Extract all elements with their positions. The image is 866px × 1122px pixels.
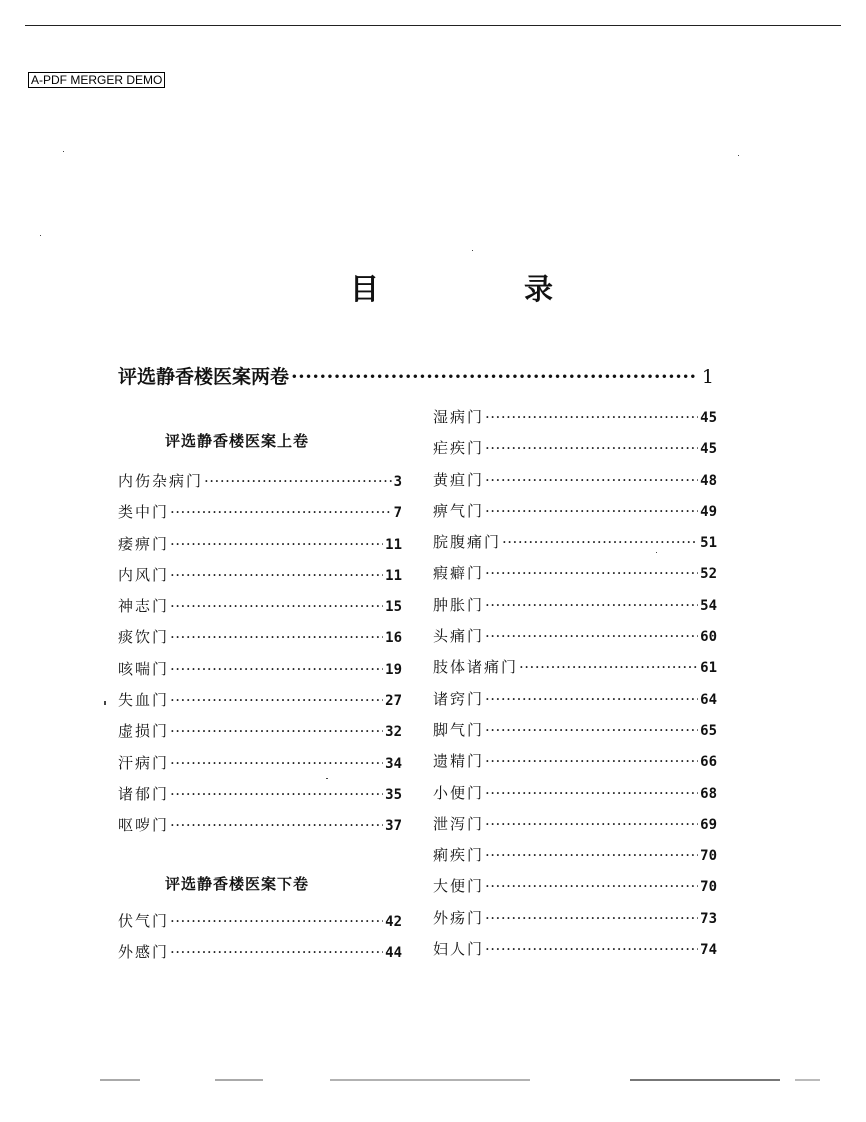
leader-dots — [291, 366, 696, 388]
toc-entry-name: 神志门 — [118, 597, 170, 616]
leader-dots — [170, 691, 383, 709]
leader-dots — [485, 784, 698, 802]
watermark-label: A-PDF MERGER DEMO — [28, 72, 165, 88]
leader-dots — [485, 940, 698, 958]
toc-entry[interactable] — [118, 626, 402, 657]
toc-entry-name: 内风门 — [118, 565, 170, 584]
toc-entry-name: 湿病门 — [433, 408, 485, 426]
leader-dots — [170, 597, 383, 615]
toc-entry[interactable] — [433, 782, 717, 813]
toc-entry-name: 痰饮门 — [118, 628, 170, 647]
toc-entry[interactable] — [433, 562, 717, 593]
toc-entry-page: 52 — [700, 566, 717, 583]
leader-dots — [485, 439, 698, 457]
leader-dots — [170, 912, 383, 930]
toc-entry-page: 32 — [385, 724, 402, 741]
toc-entry[interactable] — [118, 814, 402, 845]
toc-entry[interactable] — [433, 938, 717, 969]
toc-entry[interactable] — [433, 500, 717, 531]
leader-dots — [170, 943, 383, 961]
toc-entry-name: 小便门 — [433, 783, 485, 802]
toc-entry[interactable] — [433, 437, 717, 468]
toc-entry-name: 内伤杂病门 — [118, 472, 204, 490]
volume-upper-list — [118, 470, 402, 846]
toc-entry[interactable] — [433, 531, 717, 562]
toc-entry[interactable] — [118, 720, 402, 751]
leader-dots — [170, 566, 383, 584]
toc-entry[interactable] — [433, 406, 717, 437]
leader-dots — [485, 627, 698, 645]
toc-entry-name: 脚气门 — [433, 720, 485, 739]
toc-entry-page: 42 — [385, 914, 402, 930]
toc-entry[interactable] — [433, 625, 717, 656]
toc-entry-page: 44 — [385, 945, 402, 962]
leader-dots — [519, 658, 698, 676]
toc-entry-name: 肿胀门 — [433, 595, 485, 614]
toc-entry[interactable] — [118, 470, 402, 501]
toc-entry[interactable] — [433, 594, 717, 625]
toc-entry[interactable] — [433, 719, 717, 750]
toc-entry[interactable] — [433, 469, 717, 500]
leader-dots — [170, 628, 383, 646]
top-rule — [25, 25, 841, 26]
leader-dots — [485, 752, 698, 770]
toc-entry-name: 黄疸门 — [433, 470, 485, 489]
toc-entry-page: 64 — [700, 691, 717, 708]
page-title: 目 录 — [350, 272, 612, 306]
toc-entry-page: 19 — [385, 661, 402, 678]
toc-entry-page: 66 — [700, 754, 717, 771]
toc-entry-name: 诸窍门 — [433, 689, 485, 708]
toc-entry-name: 外疡门 — [433, 908, 485, 927]
leader-dots — [485, 721, 698, 739]
toc-entry-page: 54 — [700, 597, 717, 614]
leader-dots — [485, 471, 698, 489]
toc-entry[interactable] — [118, 658, 402, 689]
toc-entry-name: 外感门 — [118, 943, 170, 962]
leader-dots — [485, 408, 698, 426]
toc-entry-name: 疟疾门 — [433, 439, 485, 458]
right-column-list — [433, 406, 717, 969]
toc-entry-page: 73 — [700, 910, 717, 927]
toc-entry-page: 16 — [385, 630, 402, 647]
toc-entry-page: 48 — [700, 472, 717, 489]
toc-entry-name: 瘕癖门 — [433, 564, 485, 583]
toc-entry-name: 痢疾门 — [433, 846, 485, 865]
toc-entry[interactable] — [433, 688, 717, 719]
toc-entry[interactable] — [433, 875, 717, 906]
toc-entry-name: 痿痹门 — [118, 534, 170, 553]
toc-entry-name: 失血门 — [118, 691, 170, 710]
leader-dots — [485, 846, 698, 864]
toc-entry-name: 伏气门 — [118, 912, 170, 930]
leader-dots — [485, 877, 698, 895]
toc-entry[interactable] — [433, 656, 717, 687]
leader-dots — [485, 815, 698, 833]
toc-entry-name: 呕哕门 — [118, 816, 170, 835]
toc-main-entry[interactable] — [118, 362, 714, 388]
toc-entry-page: 45 — [700, 441, 717, 458]
toc-entry[interactable] — [118, 752, 402, 783]
toc-entry-page: 11 — [385, 536, 402, 553]
toc-entry-page: 61 — [700, 660, 717, 677]
toc-entry-page: 37 — [385, 818, 402, 835]
volume-lower-list — [118, 910, 402, 973]
leader-dots — [485, 596, 698, 614]
toc-entry-name: 诸郁门 — [118, 784, 170, 803]
leader-dots — [170, 503, 392, 521]
toc-entry-page: 69 — [700, 816, 717, 833]
toc-entry-name: 遗精门 — [433, 752, 485, 771]
toc-entry-page: 68 — [700, 785, 717, 802]
toc-entry[interactable] — [118, 564, 402, 595]
toc-entry[interactable] — [433, 844, 717, 875]
toc-entry-name: 虚损门 — [118, 722, 170, 741]
leader-dots — [170, 660, 383, 678]
toc-entry-page: 34 — [385, 755, 402, 772]
leader-dots — [170, 535, 383, 553]
toc-main-entry-title: 评选静香楼医案两卷 — [118, 366, 290, 388]
toc-entry-page: 11 — [385, 567, 402, 584]
toc-entry[interactable] — [118, 910, 402, 941]
toc-entry-name: 咳喘门 — [118, 659, 170, 678]
toc-entry-name: 泄泻门 — [433, 814, 485, 833]
toc-entry[interactable] — [118, 941, 402, 972]
leader-dots — [485, 690, 698, 708]
toc-entry-page: 70 — [700, 879, 717, 896]
toc-entry-page: 15 — [385, 599, 402, 616]
toc-entry-page: 70 — [700, 848, 717, 865]
toc-entry[interactable] — [433, 907, 717, 938]
toc-entry[interactable] — [118, 783, 402, 814]
toc-entry-name: 痹气门 — [433, 501, 485, 520]
toc-entry-name: 肢体诸痛门 — [433, 658, 519, 677]
leader-dots — [170, 754, 383, 772]
leader-dots — [204, 472, 392, 490]
leader-dots — [170, 722, 383, 740]
toc-entry-name: 脘腹痛门 — [433, 533, 502, 552]
leader-dots — [485, 909, 698, 927]
toc-entry-page: 65 — [700, 722, 717, 739]
toc-entry-page: 49 — [700, 503, 717, 520]
toc-entry[interactable] — [118, 501, 402, 532]
toc-entry[interactable] — [433, 750, 717, 781]
toc-main-entry-page: 1 — [701, 366, 714, 388]
toc-entry-name: 大便门 — [433, 877, 485, 896]
toc-entry-page: 27 — [385, 693, 402, 710]
toc-entry-name: 汗病门 — [118, 753, 170, 772]
leader-dots — [170, 785, 383, 803]
leader-dots — [170, 816, 383, 834]
toc-entry-page: 60 — [700, 629, 717, 646]
toc-entry[interactable] — [118, 689, 402, 720]
leader-dots — [502, 533, 698, 551]
toc-entry-page: 51 — [700, 535, 717, 552]
toc-entry[interactable] — [118, 533, 402, 564]
toc-entry-page: 7 — [393, 505, 402, 522]
toc-entry-page: 74 — [700, 942, 717, 959]
toc-entry-name: 妇人门 — [433, 940, 485, 959]
toc-entry-page: 45 — [700, 410, 717, 426]
toc-entry-page: 3 — [393, 474, 402, 490]
toc-entry[interactable] — [118, 595, 402, 626]
leader-dots — [485, 502, 698, 520]
toc-entry[interactable] — [433, 813, 717, 844]
toc-entry-page: 35 — [385, 786, 402, 803]
leader-dots — [485, 564, 698, 582]
volume-upper-heading: 评选静香楼医案上卷 — [165, 432, 310, 450]
volume-lower-heading: 评选静香楼医案下卷 — [165, 875, 310, 893]
toc-entry-name: 头痛门 — [433, 627, 485, 646]
toc-entry-name: 类中门 — [118, 503, 170, 522]
